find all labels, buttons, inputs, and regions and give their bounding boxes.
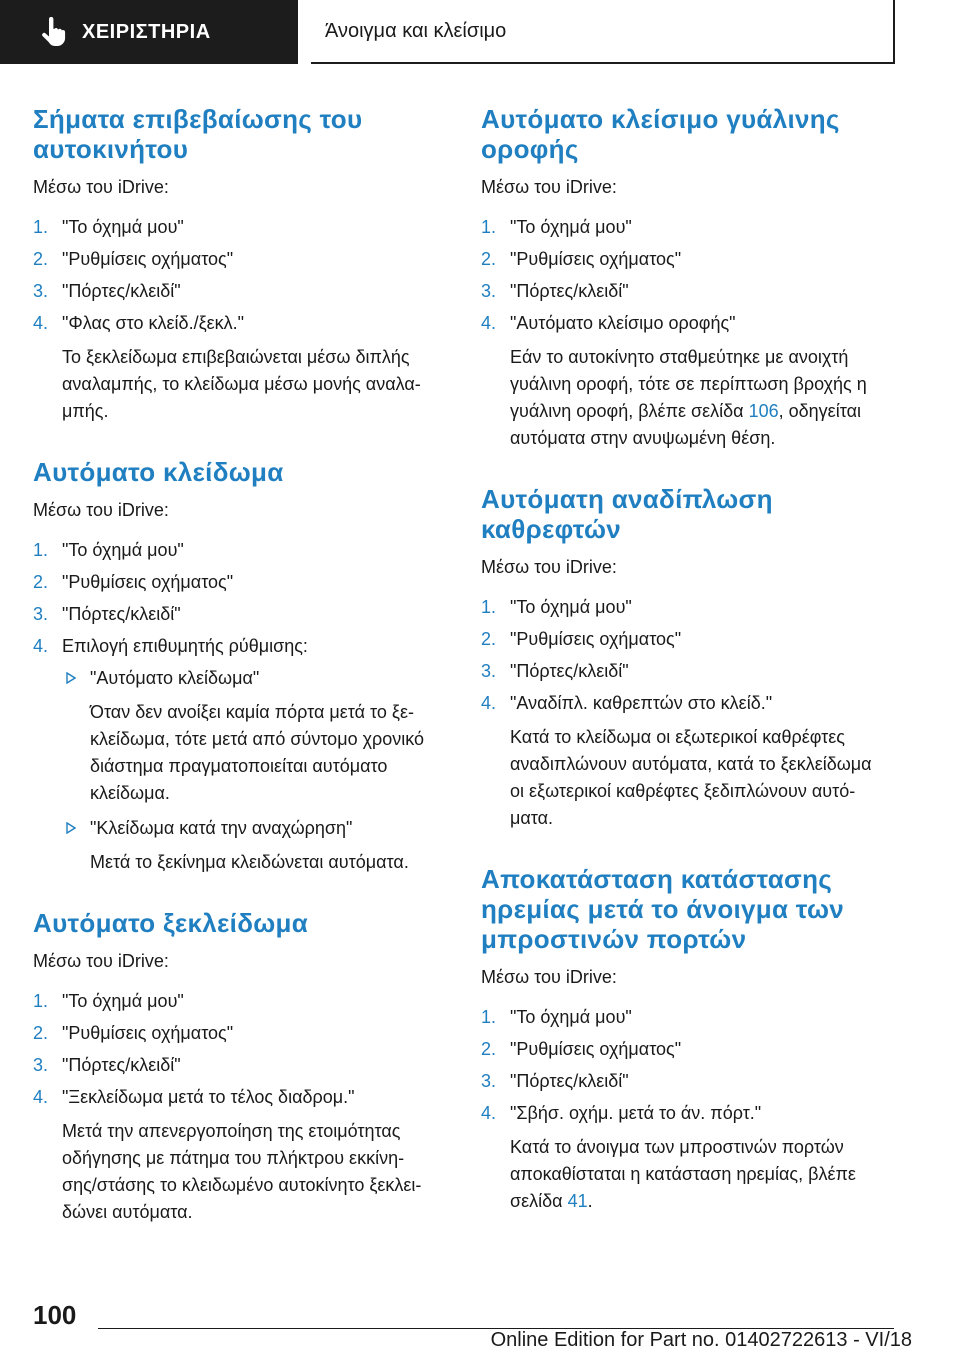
section-heading: Αυτόματο ξεκλείδωμα: [33, 908, 309, 938]
desc-line: αναδιπλώνουν αυτόματα, κατά το ξεκλείδωμα: [510, 754, 872, 774]
desc-line: δώνει αυτόματα.: [62, 1202, 193, 1222]
step-text: "Αυτόματο κλείσιμο οροφής": [510, 313, 736, 333]
step-item: [481, 628, 901, 650]
step-number: 2.: [33, 572, 49, 592]
step-number: 2.: [481, 1039, 497, 1059]
step-description: [510, 1134, 901, 1215]
desc-line: γυάλινη οροφή, τότε σε περίπτωση βροχής η: [510, 374, 867, 394]
desc-line: κλείδωμα.: [90, 783, 170, 803]
step-text: "Ρυθμίσεις οχήματος": [510, 249, 682, 269]
step-number: 4.: [481, 313, 497, 333]
step-item: [481, 1038, 901, 1060]
step-text: "Φλας στο κλείδ./ξεκλ.": [62, 313, 245, 333]
page-link[interactable]: 41: [567, 1191, 588, 1211]
desc-line: αποκαθίσταται η κατάσταση ηρεμίας, βλέπε: [510, 1164, 856, 1184]
chapter-title: Άνοιγμα και κλείσιμο: [325, 19, 507, 42]
desc-line: κλείδωμα, τότε μετά από σύντομο χρονικό: [90, 729, 425, 749]
step-item: [33, 990, 453, 1012]
section-heading: Αποκατάσταση κατάστασης ηρεμίας μετά το άνοιγμα των μπροστινών πορτών: [481, 864, 845, 954]
step-number: 2.: [33, 1023, 49, 1043]
step-text: "Το όχημά μου": [510, 1007, 632, 1027]
step-text: "Ρυθμίσεις οχήματος": [510, 629, 682, 649]
step-number: 4.: [33, 636, 49, 656]
step-item: [481, 692, 901, 832]
step-text: "Πόρτες/κλειδί": [510, 1071, 629, 1091]
desc-line: Εάν το αυτοκίνητο σταθμεύτηκε με ανοιχτή: [510, 347, 849, 367]
step-list: [481, 1006, 901, 1215]
step-text: "Ρυθμίσεις οχήματος": [510, 1039, 682, 1059]
desc-text: .: [587, 1191, 593, 1211]
desc-line: Όταν δεν ανοίξει καμία πόρτα μετά το ξε‐: [90, 702, 414, 722]
option-list: [62, 667, 453, 876]
step-number: 4.: [481, 693, 497, 713]
step-item: [33, 248, 453, 270]
section-heading: Σήματα επιβεβαίωσης του αυτοκινήτου: [33, 104, 363, 164]
desc-line: Το ξεκλείδωμα επιβεβαιώνεται μέσω διπλής: [62, 347, 410, 367]
desc-line: [510, 1188, 901, 1215]
desc-line: οι εξωτερικοί καθρέφτες ξεδιπλώνουν αυτό‐: [510, 781, 856, 801]
step-number: 2.: [481, 629, 497, 649]
step-text: "Ρυθμίσεις οχήματος": [62, 249, 234, 269]
via-idrive-text: Μέσω του iDrive:: [33, 951, 169, 971]
desc-line: Κατά το άνοιγμα των μπροστινών πορτών: [510, 1137, 844, 1157]
desc-line: [510, 398, 901, 425]
step-text: Επιλογή επιθυμητής ρύθμισης:: [62, 636, 308, 656]
step-text: "Πόρτες/κλειδί": [510, 661, 629, 681]
step-item: [33, 571, 453, 593]
step-item: [481, 280, 901, 302]
desc-text: γυάλινη οροφή, βλέπε σελίδα: [510, 401, 749, 421]
step-list: [481, 216, 901, 452]
option-label: "Κλείδωμα κατά την αναχώρηση": [90, 818, 353, 838]
step-item: [33, 1022, 453, 1044]
step-text: "Το όχημά μου": [510, 597, 632, 617]
step-item: [481, 1006, 901, 1028]
desc-text: σελίδα: [510, 1191, 568, 1211]
header-tab-controls: [0, 0, 298, 64]
step-item: [33, 635, 453, 876]
step-item: [481, 312, 901, 452]
step-text: "Ρυθμίσεις οχήματος": [62, 572, 234, 592]
step-number: 1.: [33, 540, 49, 560]
step-item: [33, 539, 453, 561]
desc-line: αναλαμπής, το κλείδωμα μέσω μονής αναλα‐: [62, 374, 421, 394]
step-description: [510, 724, 901, 832]
step-text: "Το όχημά μου": [62, 991, 184, 1011]
step-text: "Ρυθμίσεις οχήματος": [62, 1023, 234, 1043]
triangle-bullet-icon: [66, 822, 76, 834]
step-item: [33, 1086, 453, 1226]
step-number: 1.: [481, 217, 497, 237]
step-number: 2.: [481, 249, 497, 269]
option-description: [90, 699, 453, 807]
section-heading: Αυτόματο κλείδωμα: [33, 457, 284, 487]
step-number: 3.: [481, 281, 497, 301]
left-column: [33, 104, 453, 1236]
via-idrive-text: Μέσω του iDrive:: [33, 177, 169, 197]
option-description: [90, 849, 453, 876]
option-item: [62, 667, 453, 807]
step-item: [481, 660, 901, 682]
step-number: 3.: [33, 281, 49, 301]
via-idrive-text: Μέσω του iDrive:: [481, 177, 617, 197]
desc-line: Μετά την απενεργοποίηση της ετοιμότητας: [62, 1121, 401, 1141]
desc-line: διάστημα πραγματοποιείται αυτόματο: [90, 756, 388, 776]
step-item: [481, 248, 901, 270]
section-label: ΧΕΙΡΙΣΤΗΡΙΑ: [82, 20, 211, 43]
step-text: "Πόρτες/κλειδί": [62, 1055, 181, 1075]
step-text: "Το όχημά μου": [62, 540, 184, 560]
step-number: 1.: [481, 1007, 497, 1027]
step-number: 2.: [33, 249, 49, 269]
step-item: [481, 1102, 901, 1215]
step-item: [481, 1070, 901, 1092]
step-list: [481, 596, 901, 832]
step-description: [62, 1118, 453, 1226]
step-list: [33, 990, 453, 1226]
chapter-header: [311, 0, 895, 64]
desc-line: ματα.: [510, 808, 554, 828]
step-item: [33, 216, 453, 238]
desc-line: Κατά το κλείδωμα οι εξωτερικοί καθρέφτες: [510, 727, 845, 747]
via-idrive-text: Μέσω του iDrive:: [481, 967, 617, 987]
section-heading: Αυτόματη αναδίπλωση καθρεφτών: [481, 484, 773, 544]
option-item: [62, 817, 453, 876]
step-text: "Το όχημά μου": [62, 217, 184, 237]
step-number: 1.: [33, 991, 49, 1011]
step-number: 3.: [33, 604, 49, 624]
step-number: 1.: [481, 597, 497, 617]
step-number: 4.: [481, 1103, 497, 1123]
step-text: "Πόρτες/κλειδί": [510, 281, 629, 301]
step-text: "Ξεκλείδωμα μετά το τέλος διαδρομ.": [62, 1087, 355, 1107]
via-idrive-text: Μέσω του iDrive:: [481, 557, 617, 577]
right-column: [481, 104, 901, 1225]
section-heading: Αυτόματο κλείσιμο γυάλινης οροφής: [481, 104, 840, 164]
desc-line: μπής.: [62, 401, 109, 421]
step-text: "Πόρτες/κλειδί": [62, 604, 181, 624]
step-list: [33, 539, 453, 876]
step-number: 1.: [33, 217, 49, 237]
step-item: [33, 1054, 453, 1076]
step-number: 4.: [33, 1087, 49, 1107]
desc-line: σης/στάσης το κλειδωμένο αυτοκίνητο ξεκλει‐: [62, 1175, 422, 1195]
step-list: [33, 216, 453, 425]
via-idrive-text: Μέσω του iDrive:: [33, 500, 169, 520]
step-description: [510, 344, 901, 452]
page-number: 100: [33, 1300, 77, 1330]
edition-note: Online Edition for Part no. 01402722613 - VI/18: [487, 1329, 912, 1352]
step-number: 4.: [33, 313, 49, 333]
step-description: [62, 344, 453, 425]
step-number: 3.: [481, 1071, 497, 1091]
step-item: [33, 603, 453, 625]
desc-text: , οδηγείται: [778, 401, 861, 421]
step-item: [481, 596, 901, 618]
step-number: 3.: [481, 661, 497, 681]
step-text: "Πόρτες/κλειδί": [62, 281, 181, 301]
desc-line: αυτόματα στην ανυψωμένη θέση.: [510, 428, 776, 448]
page-link[interactable]: 106: [748, 401, 779, 421]
option-label: "Αυτόματο κλείδωμα": [90, 668, 260, 688]
step-item: [33, 280, 453, 302]
desc-line: Μετά το ξεκίνημα κλειδώνεται αυτόματα.: [90, 852, 409, 872]
step-text: "Σβήσ. οχήμ. μετά το άν. πόρτ.": [510, 1103, 762, 1123]
step-text: "Αναδίπλ. καθρεπτών στο κλείδ.": [510, 693, 773, 713]
step-text: "Το όχημά μου": [510, 217, 632, 237]
step-item: [481, 216, 901, 238]
step-item: [33, 312, 453, 425]
step-number: 3.: [33, 1055, 49, 1075]
triangle-bullet-icon: [66, 672, 76, 684]
hand-pointer-icon: [40, 15, 74, 49]
desc-line: οδήγησης με πάτημα του πλήκτρου εκκίνη‐: [62, 1148, 405, 1168]
